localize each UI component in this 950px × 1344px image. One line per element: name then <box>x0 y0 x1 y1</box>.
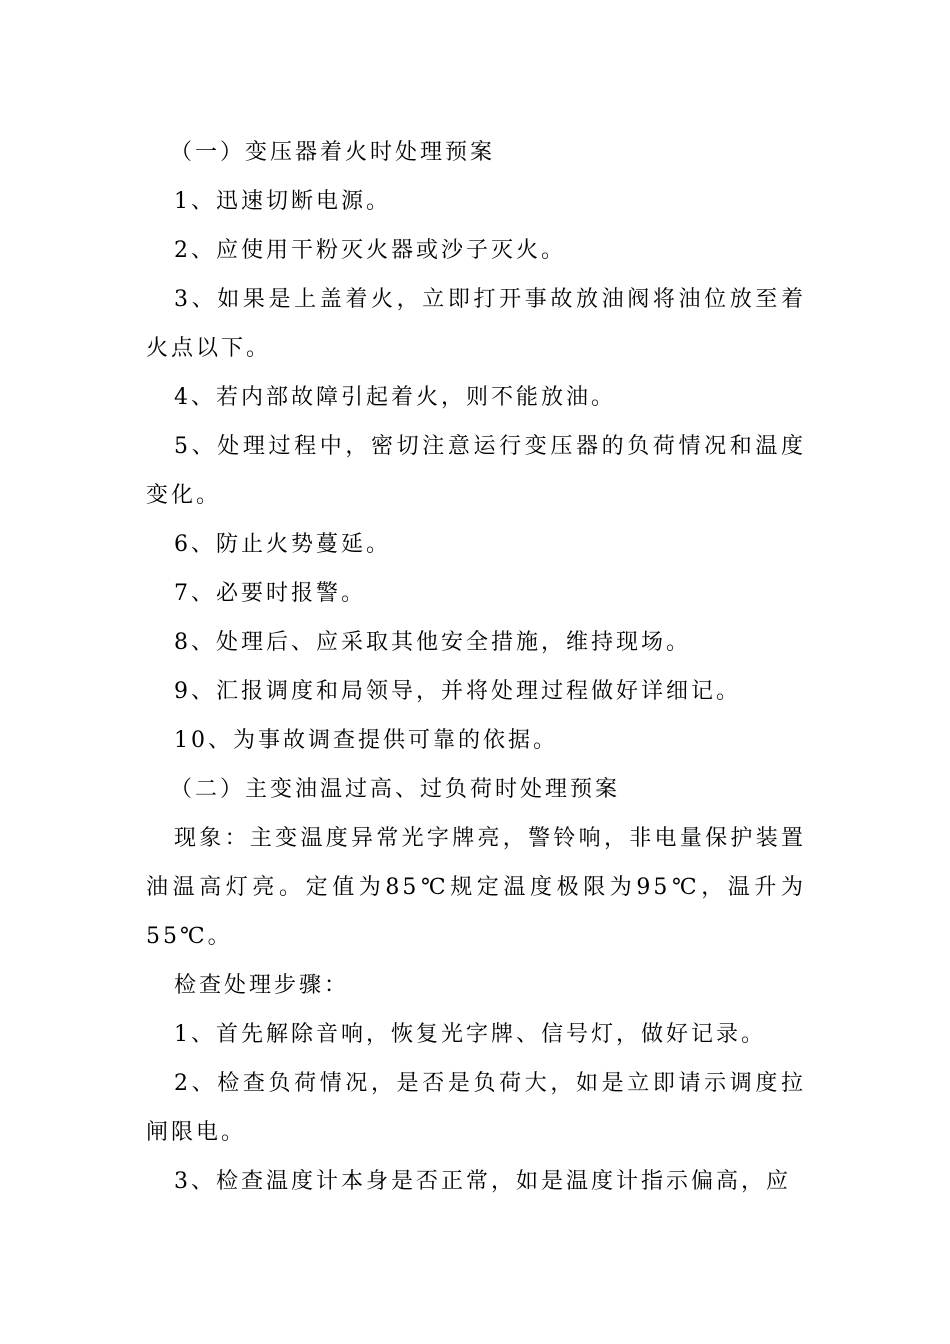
document-page <box>146 128 806 1206</box>
paragraph-step-9: 9、汇报调度和局领导，并将处理过程做好详细记。 <box>174 679 741 704</box>
paragraph-check-steps-title: 检查处理步骤： <box>174 973 350 998</box>
paragraph-step-5: 5、处理过程中，密切注意运行变压器的负荷情况和温度变化。 <box>146 434 806 508</box>
section-heading-oil-temperature: （二）主变油温过高、过负荷时处理预案 <box>170 777 621 802</box>
section-heading-transformer-fire: （一）变压器着火时处理预案 <box>170 140 496 165</box>
paragraph-step-8: 8、处理后、应采取其他安全措施，维持现场。 <box>174 630 691 655</box>
paragraph-step-2: 2、应使用干粉灭火器或沙子灭火。 <box>174 238 566 263</box>
paragraph-check-step-3: 3、检查温度计本身是否正常，如是温度计指示偏高，应 <box>174 1169 791 1194</box>
paragraph-step-10: 10、为事故调查提供可靠的依据。 <box>174 728 558 753</box>
paragraph-step-4: 4、若内部故障引起着火，则不能放油。 <box>174 385 616 410</box>
paragraph-step-7: 7、必要时报警。 <box>174 581 366 606</box>
paragraph-step-6: 6、防止火势蔓延。 <box>174 532 391 557</box>
paragraph-phenomenon: 现象：主变温度异常光字牌亮，警铃响，非电量保护装置油温高灯亮。定值为85℃规定温度极限为95℃，温升为55℃。 <box>146 826 806 949</box>
paragraph-check-step-1: 1、首先解除音响，恢复光字牌、信号灯，做好记录。 <box>174 1022 766 1047</box>
paragraph-step-3: 3、如果是上盖着火，立即打开事故放油阀将油位放至着火点以下。 <box>146 287 806 361</box>
paragraph-step-1: 1、迅速切断电源。 <box>174 189 391 214</box>
paragraph-check-step-2: 2、检查负荷情况，是否是负荷大，如是立即请示调度拉闸限电。 <box>146 1071 806 1145</box>
